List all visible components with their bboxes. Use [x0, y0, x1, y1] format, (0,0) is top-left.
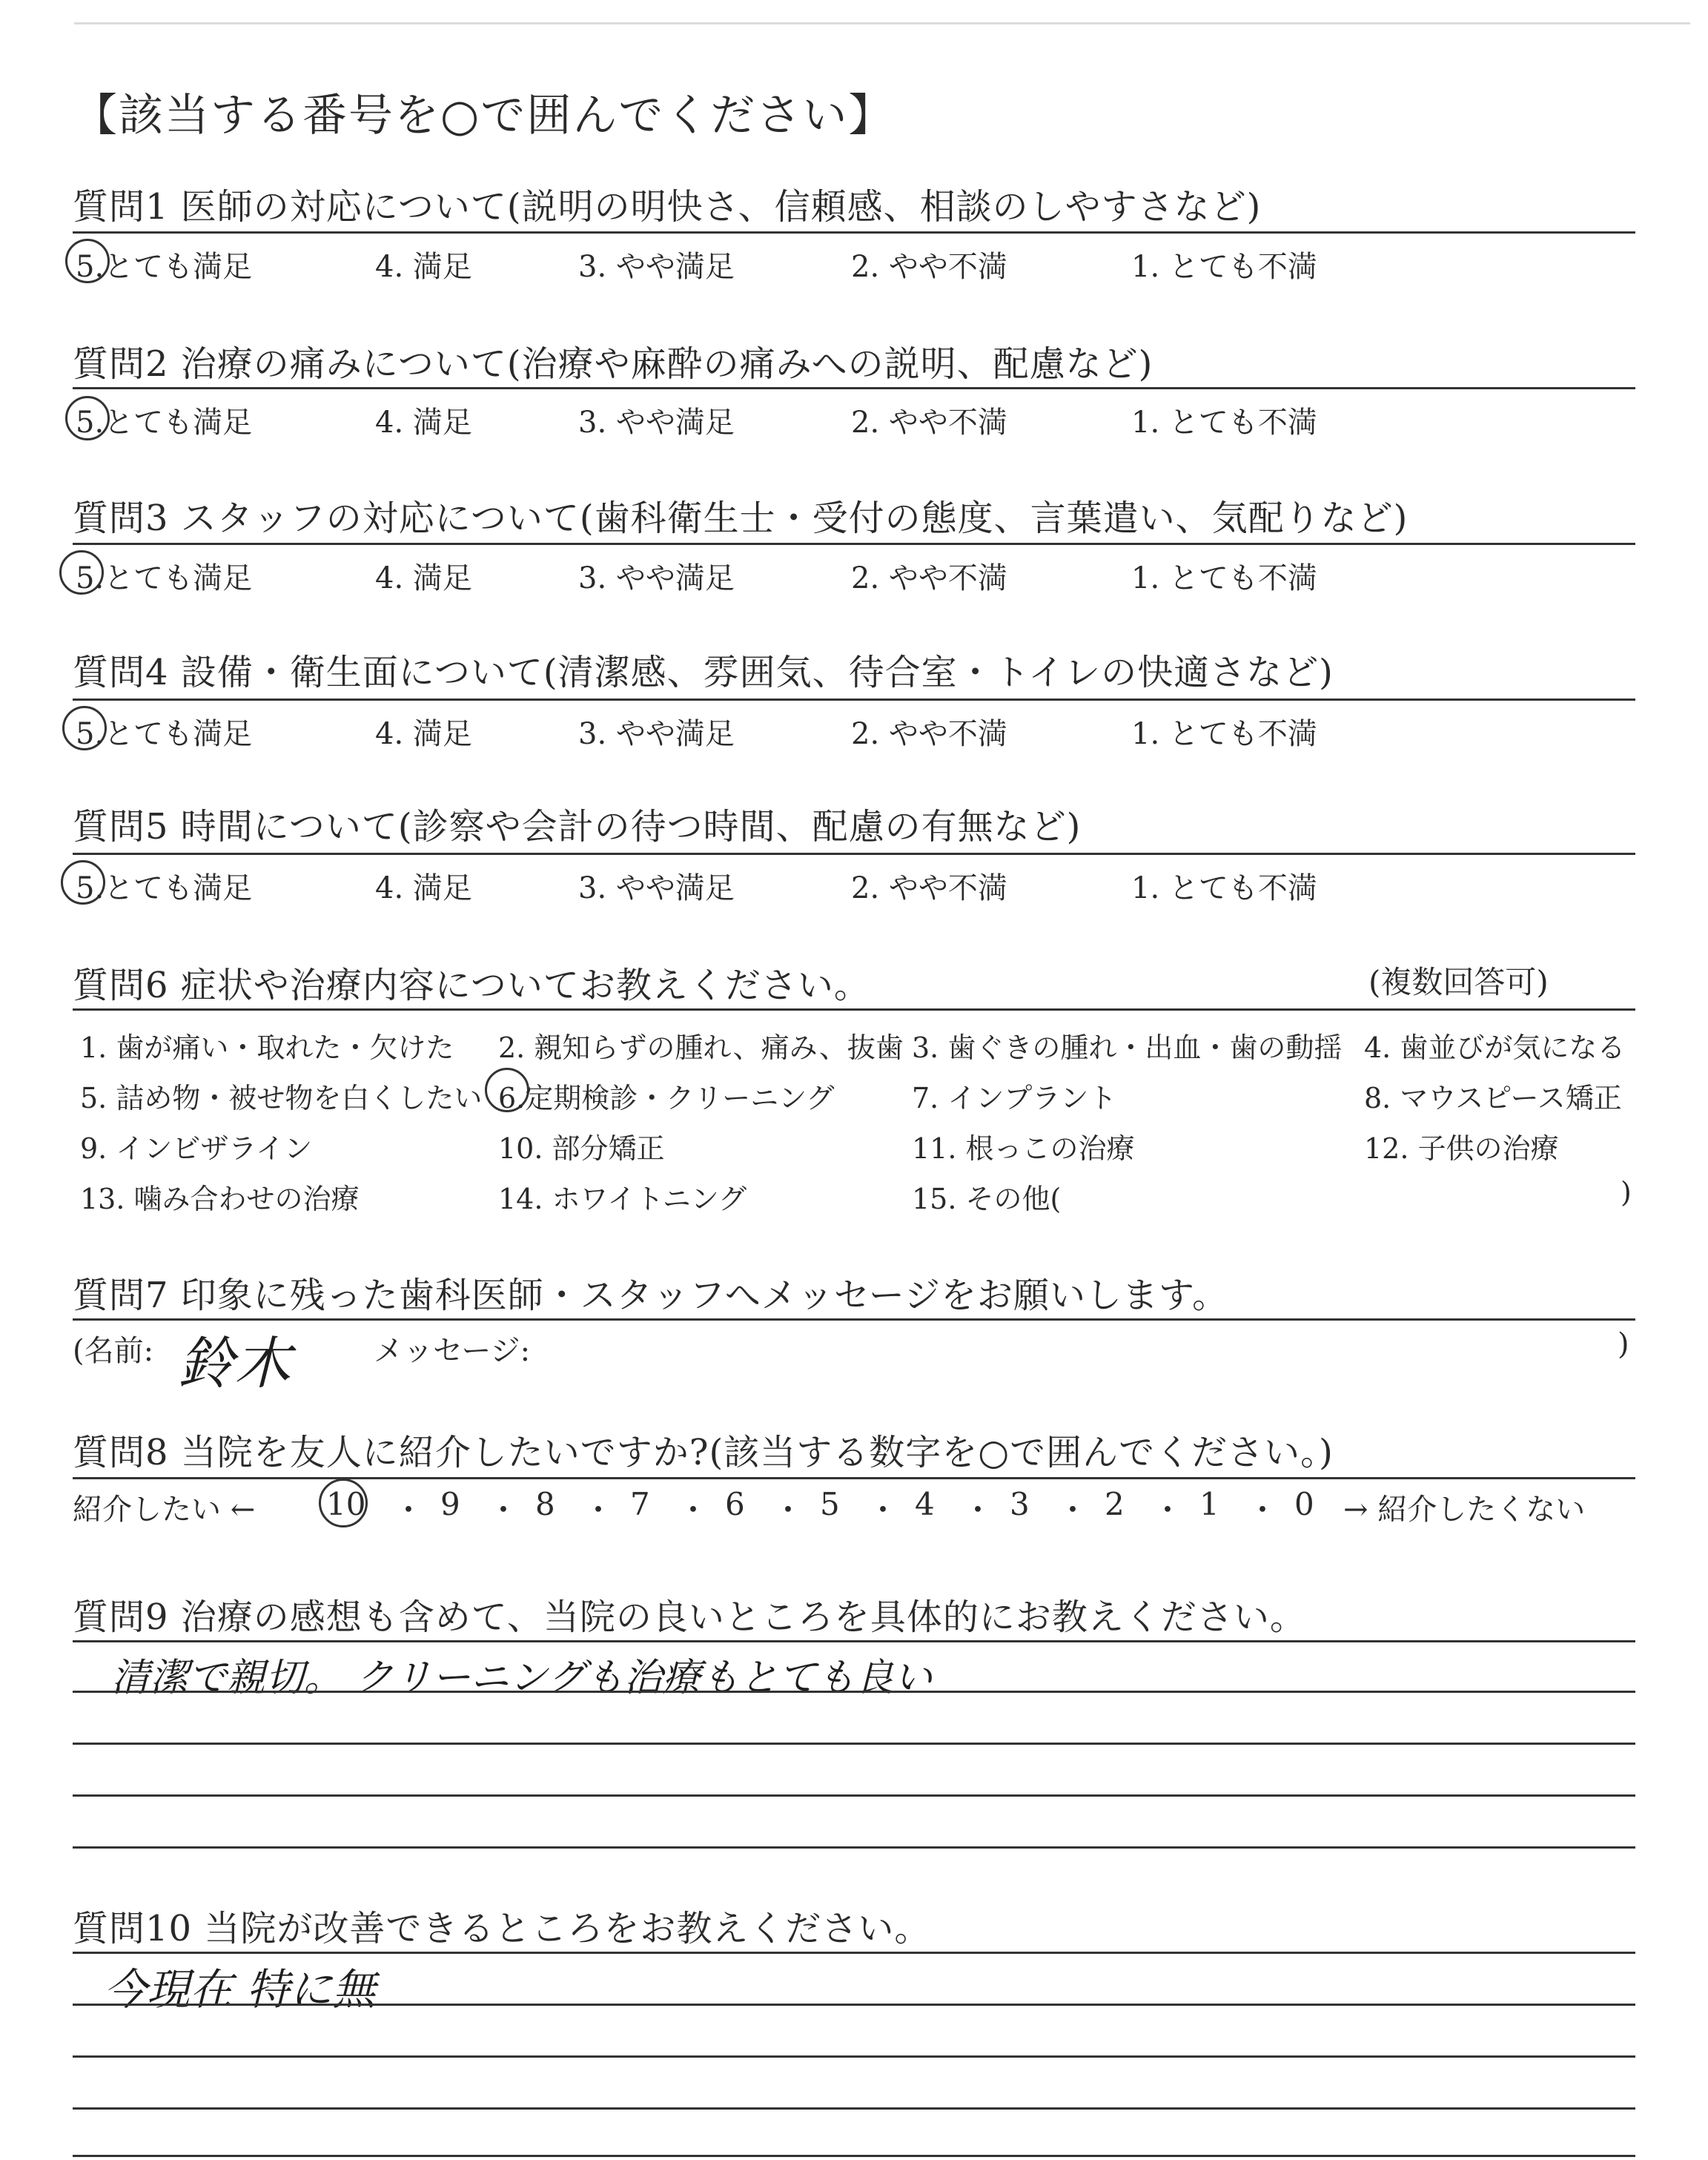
symptom-option-7[interactable]: 7. インプラント [912, 1082, 1117, 1114]
rating-option-1[interactable]: 1. とても不満 [1131, 250, 1317, 284]
scale-2[interactable]: 2 [1105, 1486, 1125, 1522]
symptom-option-12[interactable]: 12. 子供の治療 [1364, 1132, 1559, 1165]
rating-option-3[interactable]: 3. やや満足 [578, 871, 735, 905]
page-heading: 【該当する番号を○で囲んでください】 [73, 90, 895, 142]
multiple-answer-note: (複数回答可) [1368, 964, 1549, 1000]
scale-10[interactable]: 10 [326, 1486, 366, 1522]
rating-option-5[interactable]: 5.とても満足 [76, 250, 253, 284]
symptom-option-4[interactable]: 4. 歯並びが気になる [1364, 1031, 1626, 1064]
rating-option-3[interactable]: 3. やや満足 [578, 250, 735, 284]
divider [73, 853, 1635, 855]
rating-option-2[interactable]: 2. やや不満 [851, 717, 1007, 751]
scale-dot: ・ [962, 1492, 994, 1528]
answer-line [73, 1952, 1635, 1954]
scale-dot: ・ [583, 1492, 615, 1528]
scale-dot: ・ [1057, 1492, 1089, 1528]
top-border [74, 22, 1690, 24]
symptom-option-8[interactable]: 8. マウスピース矯正 [1364, 1082, 1622, 1114]
question-title: 質問7 印象に残った歯科医師・スタッフへメッセージをお願いします。 [73, 1275, 1229, 1316]
rating-option-5[interactable]: 5.とても満足 [76, 717, 253, 751]
divider [73, 543, 1635, 545]
question-title: 質問8 当院を友人に紹介したいですか?(該当する数字を○で囲んでください。) [73, 1432, 1334, 1473]
divider [73, 387, 1635, 389]
scale-5[interactable]: 5 [820, 1486, 840, 1522]
symptom-option-13[interactable]: 13. 噛み合わせの治療 [80, 1183, 360, 1215]
question-title: 質問3 スタッフの対応について(歯科衛生士・受付の態度、言葉遣い、気配りなど) [73, 498, 1409, 539]
scale-dot: ・ [1152, 1492, 1184, 1528]
rating-option-3[interactable]: 3. やや満足 [578, 561, 735, 595]
scale-7[interactable]: 7 [630, 1486, 650, 1522]
recommend-right-label: → 紹介したくない [1343, 1493, 1586, 1527]
symptom-option-5[interactable]: 5. 詰め物・被せ物を白くしたい [80, 1082, 483, 1114]
rating-option-1[interactable]: 1. とても不満 [1131, 406, 1317, 440]
rating-option-4[interactable]: 4. 満足 [375, 871, 472, 905]
scale-dot: ・ [393, 1492, 425, 1528]
question-title: 質問10 当院が改善できるところをお教えください。 [73, 1908, 931, 1949]
symptom-option-14[interactable]: 14. ホワイトニング [498, 1183, 747, 1215]
rating-option-2[interactable]: 2. やや不満 [851, 561, 1007, 595]
question-title: 質問2 治療の痛みについて(治療や麻酔の痛みへの説明、配慮など) [73, 343, 1153, 385]
symptom-option-1[interactable]: 1. 歯が痛い・取れた・欠けた [80, 1031, 454, 1064]
rating-option-5[interactable]: 5.とても満足 [76, 406, 253, 440]
rating-option-1[interactable]: 1. とても不満 [1131, 871, 1317, 905]
rating-option-5[interactable]: 5.とても満足 [76, 871, 253, 905]
scale-8[interactable]: 8 [535, 1486, 555, 1522]
question-title: 質問4 設備・衛生面について(清潔感、雰囲気、待合室・トイレの快適さなど) [73, 652, 1334, 693]
rating-option-4[interactable]: 4. 満足 [375, 406, 472, 440]
scale-dot: ・ [867, 1492, 899, 1528]
rating-option-2[interactable]: 2. やや不満 [851, 406, 1007, 440]
divider [73, 698, 1635, 701]
rating-option-3[interactable]: 3. やや満足 [578, 406, 735, 440]
rating-option-4[interactable]: 4. 満足 [375, 717, 472, 751]
symptom-option-15[interactable]: 15. その他( [912, 1183, 1062, 1215]
symptom-option-2[interactable]: 2. 親知らずの腫れ、痛み、抜歯 [498, 1031, 904, 1064]
scale-4[interactable]: 4 [915, 1486, 935, 1522]
answer-line [73, 1846, 1635, 1849]
divider [73, 231, 1635, 234]
answer-line [73, 1691, 1635, 1693]
divider [73, 1318, 1635, 1321]
scale-9[interactable]: 9 [440, 1486, 460, 1522]
scale-0[interactable]: 0 [1294, 1486, 1314, 1522]
rating-option-3[interactable]: 3. やや満足 [578, 717, 735, 751]
symptom-option-10[interactable]: 10. 部分矯正 [498, 1132, 665, 1165]
answer-text[interactable]: 今現在 特に無 [104, 1964, 376, 2015]
symptom-option-11[interactable]: 11. 根っこの治療 [912, 1132, 1135, 1165]
rating-option-1[interactable]: 1. とても不満 [1131, 561, 1317, 595]
rating-option-4[interactable]: 4. 満足 [375, 561, 472, 595]
name-value[interactable]: 鈴木 [178, 1330, 291, 1396]
other-close-paren: ) [1621, 1176, 1632, 1209]
scale-dot: ・ [1247, 1492, 1279, 1528]
scale-1[interactable]: 1 [1199, 1486, 1219, 1522]
scale-dot: ・ [488, 1492, 520, 1528]
question-title: 質問1 医師の対応について(説明の明快さ、信頼感、相談のしやすさなど) [73, 186, 1262, 228]
message-label: メッセージ: [374, 1334, 531, 1368]
question-title: 質問6 症状や治療内容についてお教えください。 [73, 965, 870, 1006]
symptom-option-3[interactable]: 3. 歯ぐきの腫れ・出血・歯の動揺 [912, 1031, 1343, 1064]
answer-line [73, 1743, 1635, 1745]
answer-line [73, 2055, 1635, 2058]
answer-line [73, 2155, 1635, 2157]
scale-3[interactable]: 3 [1010, 1486, 1030, 1522]
question-title: 質問5 時間について(診察や会計の待つ時間、配慮の有無など) [73, 806, 1082, 848]
rating-option-2[interactable]: 2. やや不満 [851, 871, 1007, 905]
question-title: 質問9 治療の感想も含めて、当院の良いところを具体的にお教えください。 [73, 1596, 1306, 1638]
divider [73, 1008, 1635, 1011]
answer-text[interactable]: 清潔で親切。 クリーニングも治療もとても良い [111, 1656, 933, 1700]
recommend-left-label: 紹介したい ← [73, 1493, 256, 1527]
answer-line [73, 1640, 1635, 1642]
symptom-option-9[interactable]: 9. インビザライン [80, 1132, 313, 1165]
rating-option-2[interactable]: 2. やや不満 [851, 250, 1007, 284]
scale-6[interactable]: 6 [725, 1486, 745, 1522]
message-close-paren: ) [1618, 1327, 1629, 1361]
rating-option-4[interactable]: 4. 満足 [375, 250, 472, 284]
divider [73, 1477, 1635, 1479]
scale-dot: ・ [678, 1492, 709, 1528]
rating-option-1[interactable]: 1. とても不満 [1131, 717, 1317, 751]
symptom-option-6[interactable]: 6.定期検診・クリーニング [498, 1082, 835, 1114]
scale-dot: ・ [772, 1492, 804, 1528]
answer-line [73, 2107, 1635, 2110]
rating-option-5[interactable]: 5.とても満足 [76, 561, 253, 595]
answer-line [73, 1794, 1635, 1797]
name-label: (名前: [73, 1334, 154, 1368]
answer-line [73, 2004, 1635, 2006]
